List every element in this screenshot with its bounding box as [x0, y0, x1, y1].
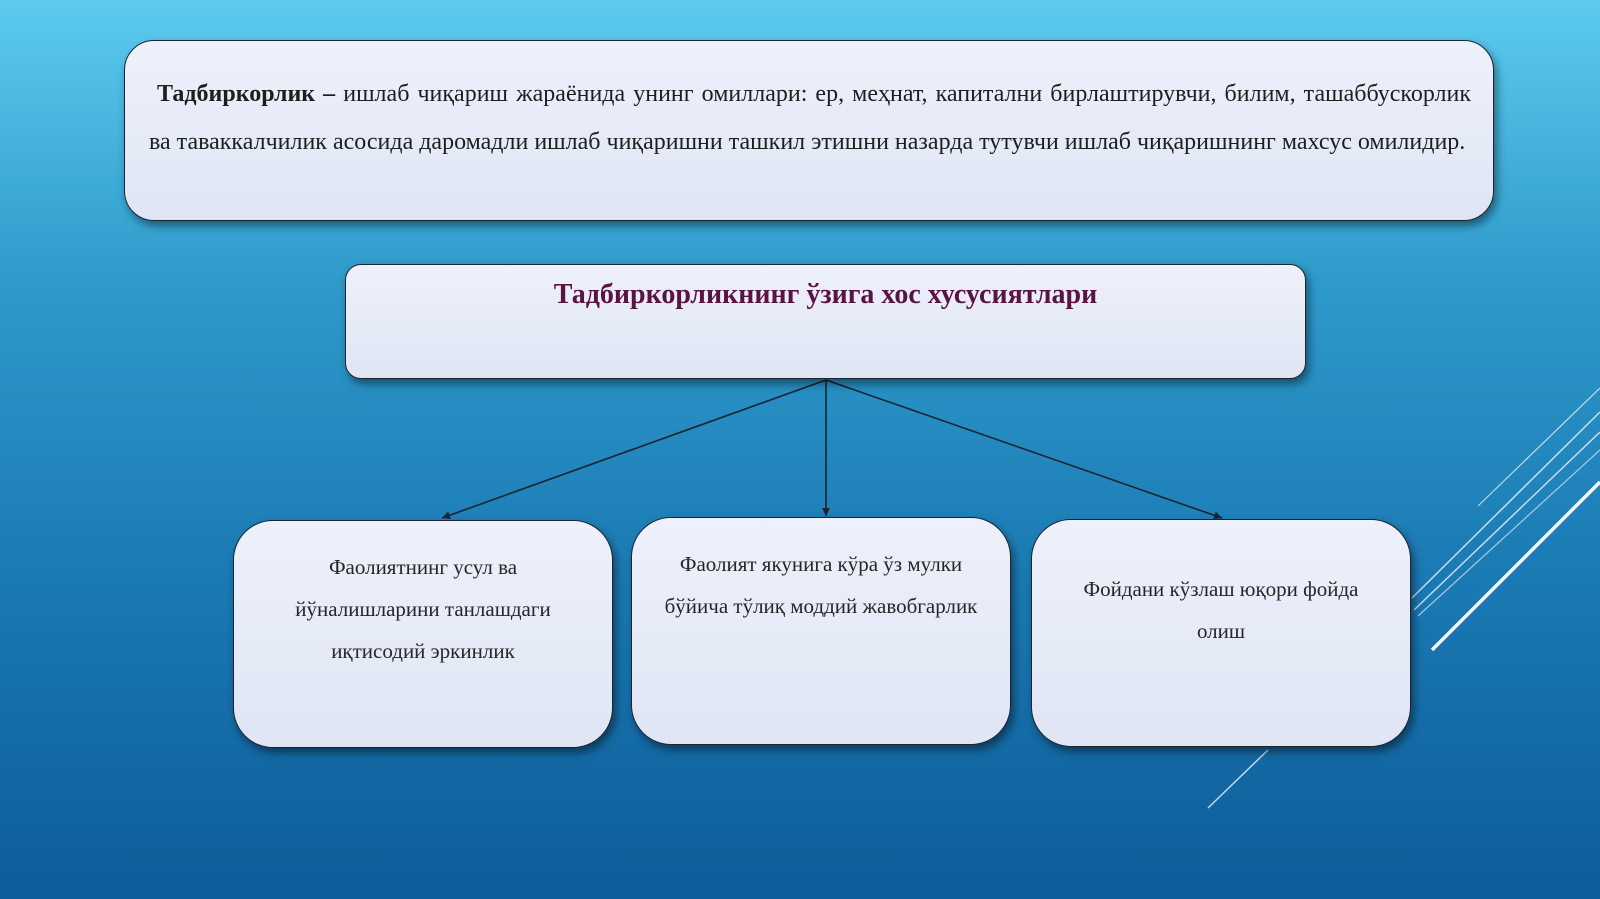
- definition-body: ишлаб чиқариш жараёнида унинг омиллари: ер, меҳнат, капитални бирлаштирувчи, билим, ташаббускорлик ва таваккалчилик асосида даромадли ишлаб чиқаришни ташкил этишни назарда тутувчи ишлаб чиқаришнинг махсус омилидир.: [149, 81, 1471, 155]
- feature-node-profit-seeking: [1031, 519, 1411, 747]
- connector-arrows: [442, 380, 1222, 518]
- arrow-to-node-3: [826, 380, 1222, 518]
- feature-node-property-liability: [631, 517, 1011, 745]
- feature-node-text: Фойдани кўзлаш юқори фойда олиш: [1083, 577, 1359, 643]
- definition-term: Тадбиркорлик –: [157, 81, 336, 107]
- feature-node-economic-freedom: [233, 520, 613, 748]
- decor-line: [1478, 388, 1600, 506]
- definition-box: [124, 40, 1494, 221]
- definition-text: [149, 70, 1471, 166]
- decor-line: [1208, 750, 1268, 808]
- decor-line: [1418, 450, 1600, 616]
- diagram-title-box: [345, 264, 1306, 379]
- decor-line: [1414, 432, 1600, 610]
- diagram-title: Тадбиркорликнинг ўзига хос хусусиятлари: [553, 279, 1098, 310]
- arrow-to-node-1: [442, 380, 826, 518]
- decor-line: [1412, 412, 1600, 598]
- feature-node-text: Фаолият якунига кўра ўз мулки бўйича тўлиқ моддий жавобгарлик: [664, 552, 978, 618]
- feature-node-text: Фаолиятнинг усул ва йўналишларини танлашдаги иқтисодий эркинлик: [295, 555, 551, 663]
- decor-line: [1432, 482, 1600, 650]
